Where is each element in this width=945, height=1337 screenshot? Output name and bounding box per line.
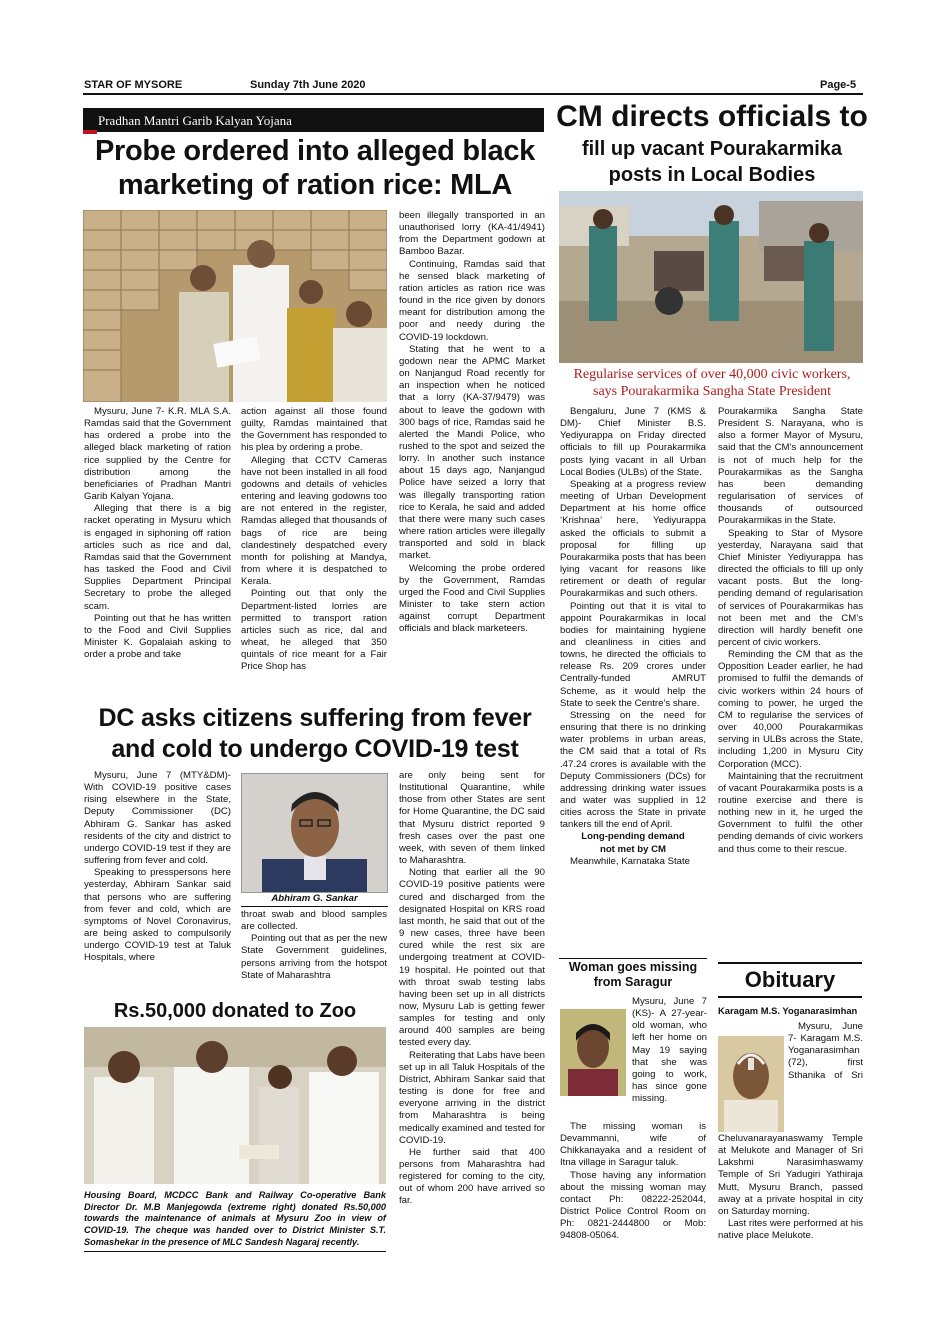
obituary-rule-top <box>718 962 862 964</box>
photo-pourakarmikas <box>559 191 863 363</box>
box-rule-missing <box>559 958 707 959</box>
headline-dc-line2: and cold to undergo COVID-19 test <box>111 735 519 763</box>
photo-zoo-donation <box>84 1027 386 1184</box>
cm-para: Stressing on the need for ensuring that there is no drinking water problems in urban areas, the CM said that a total of Rs .47.24 crores is available with the Deputy Commissioners (DCs) for addressing drinking water issues and water was supplied in 12 cities across the State in private tankers till the end of April. <box>560 709 706 831</box>
cm-para: Reminding the CM that as the Opposition Leader earlier, he had promised to fulfil the demands of civic workers within 24 hours of coming to power, he urged the CM to regularise the services of over 40,000 Pourakarmikas serving in ULBs across the State, including 1,200 in Mysuru City Corporation (MCC). <box>718 649 863 770</box>
rice-para: action against all those found guilty, Ramdas maintained that the Government has responded to his plea by ordering a probe. <box>241 406 387 454</box>
cm-deck-line2: says Pourakarmika Sangha State President <box>593 384 831 399</box>
dc-para: Mysuru, June 7 (MTY&DM)- With COVID-19 positive cases rising elsewhere in the State, Deputy Commissioner (DC) Abhiram G. Sankar has asked residents of the city and district to undergo COVID-19 test if they are suffering from fever and cold. <box>84 770 231 867</box>
dc-para: He further said that 400 persons from Maharashtra had registered for coming to the city, out of whom 200 have arrived so far. <box>399 1146 545 1207</box>
cm-para: Speaking at a progress review meeting of Urban Development Department at his home office ‘Krishnaa’ here, Yediyurappa asked the officials to submit a proposal for filling up Pourakarmika posts that has been lying vacant for reasons like retirement or death of regular Pourakarmikas and such others. <box>560 478 706 600</box>
kicker-text: Pradhan Mantri Garib Kalyan Yojana <box>98 113 292 128</box>
rice-para: Alleging that there is a big racket operating in Mysuru which is engaged in siphoning off ration articles such as rice and dal, Ramdas said that the Government has tasked the Food and Civil Supplies Department Principal Secretary to probe the alleged scam. <box>84 503 231 612</box>
obituary-para: Last rites were performed at his native place Melukote. <box>718 1218 863 1242</box>
caption-zoo-text: Housing Board, MCDCC Bank and Railway Co-operative Bank Director Dr. M.B Manjegowda (extreme right) donated Rs.50,000 towards the maintenance of animals at Mysuru Zoo in view of COVID-19. The cheque was handed over to District Minister S.T. Somashekar in the presence of MLC Sandesh Nagaraj recently. <box>84 1190 386 1247</box>
masthead-rule <box>83 93 863 95</box>
cm-deck-line1: Regularise services of over 40,000 civic workers, <box>573 367 851 382</box>
missing-para: Those having any information about the missing woman may contact Ph: 08222-252044, District Police Control Room on Ph: 0821-2444800 or Mob: 94808-05064. <box>560 1169 706 1242</box>
headline-rice-line1: Probe ordered into alleged black <box>94 135 535 167</box>
rice-para: been illegally transported in an unauthorised lorry (KA-41/4941) from the Department godown at Bamboo Bazar. <box>399 210 545 258</box>
rice-para: Pointing out that he has written to the Food and Civil Supplies Minister K. Gopalaiah asking to order a probe and take <box>84 612 231 661</box>
dc-column-3 <box>399 770 545 1208</box>
headline-rice-line2: marketing of ration rice: MLA <box>117 169 513 201</box>
headline-dc-line1: DC asks citizens suffering from fever <box>98 704 532 732</box>
subhead-cm-line1: fill up vacant Pourakarmika <box>581 138 843 160</box>
headline-zoo: Rs.50,000 donated to Zoo <box>113 1000 357 1022</box>
cm-para: Bengaluru, June 7 (KMS & DM)- Chief Minister B.S. Yediyurappa on Friday directed officials to fill up Pourakarmika posts lying vacant in all Urban Local Bodies (ULBs) of the State. <box>560 406 706 478</box>
rice-column-2 <box>241 406 387 673</box>
missing-lead <box>632 996 707 1105</box>
subhead-long-pending-line1: Long-pending demand <box>581 831 685 843</box>
dc-para: throat swab and blood samples are collected. <box>241 909 387 933</box>
missing-body <box>560 1121 706 1243</box>
dc-para: Noting that earlier all the 90 COVID-19 positive patients were cured and discharged from the designated Hospital on KRS road last month, he said that out of the 9 new cases, three have been cured while the rest six are undergoing treatment at COVID-19 hospital. He pointed out that with throat swab testing labs having been set up in all districts now, Mysuru Lab is getting fewer samples for testing and only around 400 samples are being tested every day. <box>399 867 545 1049</box>
rice-para: Alleging that CCTV Cameras have not been installed in all food godowns and details of vehicles entering and leaving godowns too are not entered in the register, Ramdas alleged that thousands of bags of rice are being clandestinely despatched every month for polishing at Mandya, from where it is despatched to Kerala. <box>241 454 387 588</box>
headline-missing-line2: from Saragur <box>593 975 673 989</box>
rice-para: Pointing out that only the Department-listed lorries are permitted to transport ration articles such as rice, dal and wheat, he alleged that 350 quintals of rice meant for a Fair Price Shop has <box>241 588 387 673</box>
missing-para: Mysuru, June 7 (KS)- A 27-year-old woman, who left her home on May 19 saying that she was going to work, has since gone missing. <box>632 996 707 1105</box>
masthead-paper-name: STAR OF MYSORE <box>84 79 183 91</box>
masthead-date: Sunday 7th June 2020 <box>250 79 366 91</box>
obituary-rule-bottom <box>718 996 862 998</box>
subhead-cm-line2: posts in Local Bodies <box>608 164 816 186</box>
photo-rice-inspection <box>83 210 387 402</box>
headline-missing-line1: Woman goes missing <box>568 960 698 974</box>
cm-para: Pointing out that it is vital to appoint Pourakarmikas in local bodies for maintaining hygiene and cleanliness in cities and towns, he directed the officials to release Rs. 209 crores under Centrally-funded AMRUT Scheme, as it would help the State to seek the Centre’s share. <box>560 600 706 709</box>
photo-missing-woman <box>560 1009 626 1096</box>
rice-column-3 <box>399 210 545 635</box>
headline-cm: CM directs officials to <box>556 100 868 133</box>
caption-zoo <box>84 1190 386 1252</box>
rice-para: Stating that he went to a godown near the APMC Market on Nanjangud Road recently for an inspection when he noticed that a lorry (KA-37/9479) was about to leave the godown with 300 bags of rice, Ramdas said he alerted the Mandi Police, who rushed to the spot and seized the lorry. In another such instance about 15 days ago, Nanjangud Police have seized a lorry that was illegally transporting ration rice to Kerala, he said and added that there were many such cases where ration articles were illegally transported and sold in black market. <box>399 343 545 562</box>
rice-para: Mysuru, June 7- K.R. MLA S.A. Ramdas said that the Government has ordered a probe into the alleged black marketing of ration rice supplied by the Centre for distribution among the beneficiaries of Pradhan Mantri Garib Kalyan Yojana. <box>84 406 231 503</box>
rice-para: Welcoming the probe ordered by the Government, Ramdas urged the Food and Civil Supplies Minister to take stern action against corrupt Department officials and black marketeers. <box>399 562 545 635</box>
obituary-para: Mysuru, June 7- Karagam M.S. Yoganarasimhan (72), first Sthanika of Sri Cheluvanarayanaswamy Temple at Melukote and Manager of Sri Lakshmi Narasimhaswamy Temple of Sri Yadugiri Yathiraja Mutt, Mysuru Branch, passed away at a private hospital in city on Saturday morning. <box>718 1021 863 1217</box>
dc-para: Reiterating that Labs have been set up in all Taluk Hospitals of the District, Abhiram Sankar said that testing is done for free and everyone arriving in the district from Maharashtra is being medically examined and tested for COVID-19. <box>399 1049 546 1146</box>
dc-column-2 <box>241 909 387 982</box>
missing-para: The missing woman is Devammanni, wife of Chikkanayaka and a resident of Itna village in Saragur taluk. <box>560 1121 706 1169</box>
masthead-page: Page-5 <box>820 79 857 91</box>
dc-para: Pointing out that as per the new State Government guidelines, persons arriving from the hotspot State of Maharashtra <box>241 933 387 981</box>
rice-column-1 <box>84 406 231 661</box>
cm-para: Maintaining that the recruitment of vacant Pourakarmika posts is a routine exercise and there is nothing new in it, he urged the Government to fulfil the other pending demands of civic workers and thus come to their rescue. <box>718 770 863 855</box>
cm-column-2 <box>718 406 863 856</box>
dc-column-1 <box>84 770 231 965</box>
cm-para: Meanwhile, Karnataka State <box>570 855 690 867</box>
caption-abhiram: Abhiram G. Sankar <box>241 893 388 907</box>
photo-abhiram-sankar <box>241 773 388 893</box>
obituary-heading: Obituary <box>744 967 836 992</box>
cm-column-1 <box>560 406 706 868</box>
dc-para: are only being sent for Institutional Quarantine, while those from other States are sent for Home Quarantine, the DC said that Mysuru district reported 9 fresh cases over the past one week, with seven of them linked to Maharashtra. <box>399 770 545 867</box>
dc-para: Speaking to presspersons here yesterday, Abhiram Sankar said that persons who are suffering from fever and cold, which are symptoms of Novel Coronavirus, are being asked to compulsorily undergo COVID-19 test at Taluk Hospitals, where <box>84 867 231 964</box>
obituary-lead <box>718 1021 863 1242</box>
cm-para: Speaking to Star of Mysore yesterday, Narayana said that Chief Minister Yediyurappa has directed the officials to fill up only vacant posts. But the long-pending demand of regularisation of services of Pourakarmikas has not been met and the CM’s direction will hardly benefit one percent of civic workers. <box>718 527 863 648</box>
rice-para: Continuing, Ramdas said that he sensed black marketing of ration articles as ration rice was found in the rice given by donors meant for distribution among the poor and needy during the COVID-19 lockdown. <box>399 258 545 343</box>
obituary-name: Karagam M.S. Yoganarasimhan <box>718 1005 858 1016</box>
subhead-long-pending-line2: not met by CM <box>599 843 667 855</box>
cm-para: Pourakarmika Sangha State President S. Narayana, who is also a former Mayor of Mysuru, said that the CM’s announcement is not of much help for the Pourakarmikas as the Sangha has been demanding regularisation of services of thousands of outsourced Pourakarmikas in the State. <box>718 406 863 527</box>
